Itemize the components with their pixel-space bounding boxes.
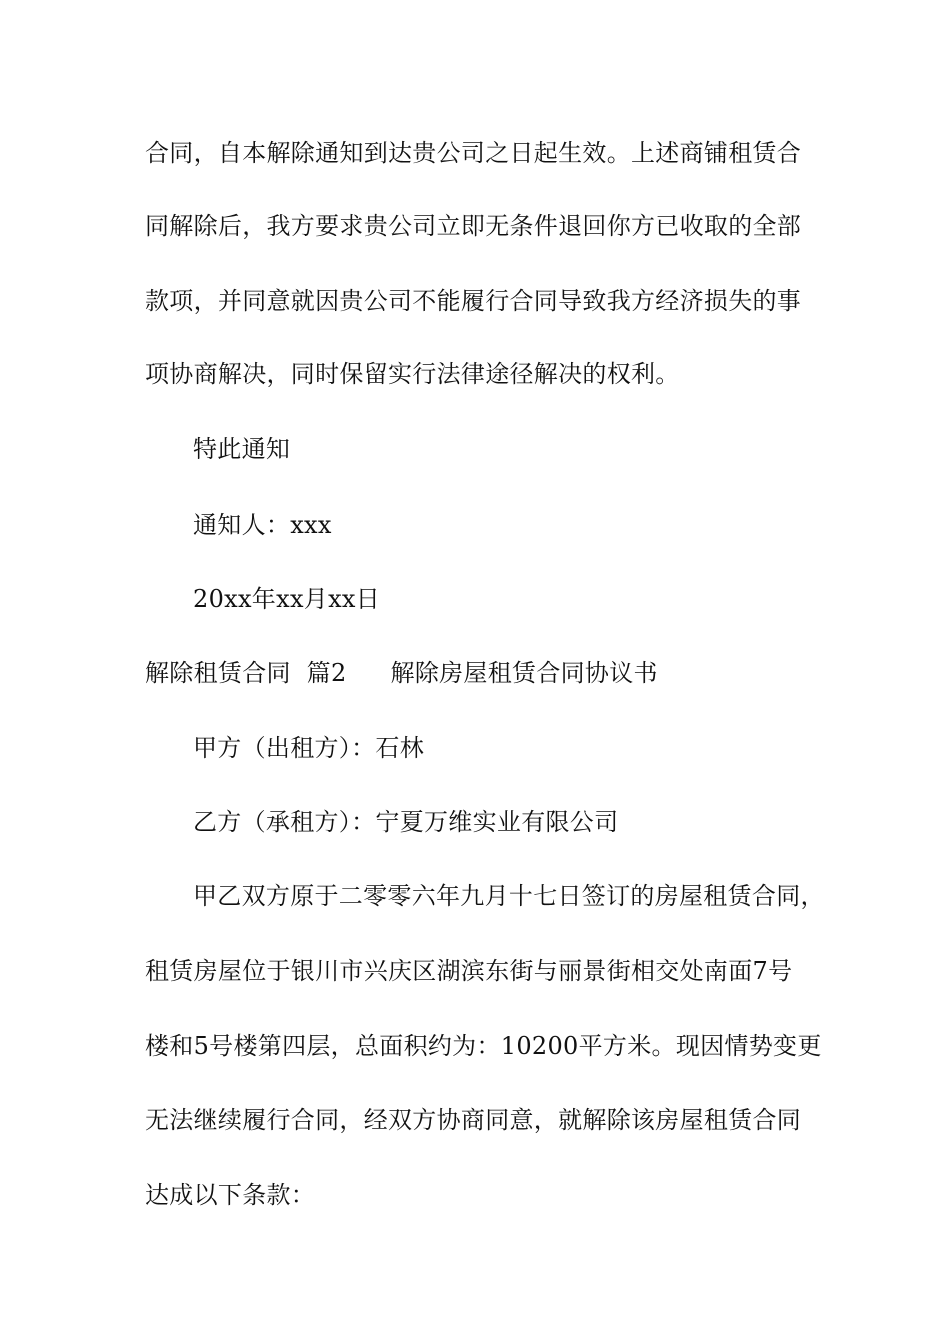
section-heading [145,658,658,688]
paragraph-line: 甲乙双方原于二零零六年九月十七日签订的房屋租赁合同， [193,882,825,910]
paragraph-line: 款项，并同意就因贵公司不能履行合同导致我方经济损失的事 [145,287,802,315]
paragraph-line: 项协商解决，同时保留实行法律途径解决的权利。 [145,360,680,388]
date-line: 20xx年xx月xx日 [193,585,381,613]
paragraph-line: 租赁房屋位于银川市兴庆区湖滨东街与丽景街相交处南面7号 [145,957,793,985]
paragraph-line: 无法继续履行合同，经双方协商同意，就解除该房屋租赁合同 [145,1106,802,1134]
paragraph-line: 同解除后，我方要求贵公司立即无条件退回你方已收取的全部 [145,212,802,240]
party-b-line: 乙方（承租方）：宁夏万维实业有限公司 [193,808,619,836]
section-title: 解除房屋租赁合同协议书 [390,659,658,687]
paragraph-line: 达成以下条款： [145,1181,316,1209]
section-label: 解除租赁合同 篇2 [145,659,347,687]
paragraph-line: 楼和5号楼第四层，总面积约为：10200平方米。现因情势变更 [145,1032,822,1060]
closing-text: 特此通知 [193,435,291,463]
party-a-line: 甲方（出租方）：石林 [193,734,424,762]
paragraph-line: 合同，自本解除通知到达贵公司之日起生效。上述商铺租赁合 [145,139,802,167]
notifier-line: 通知人：xxx [193,511,332,539]
